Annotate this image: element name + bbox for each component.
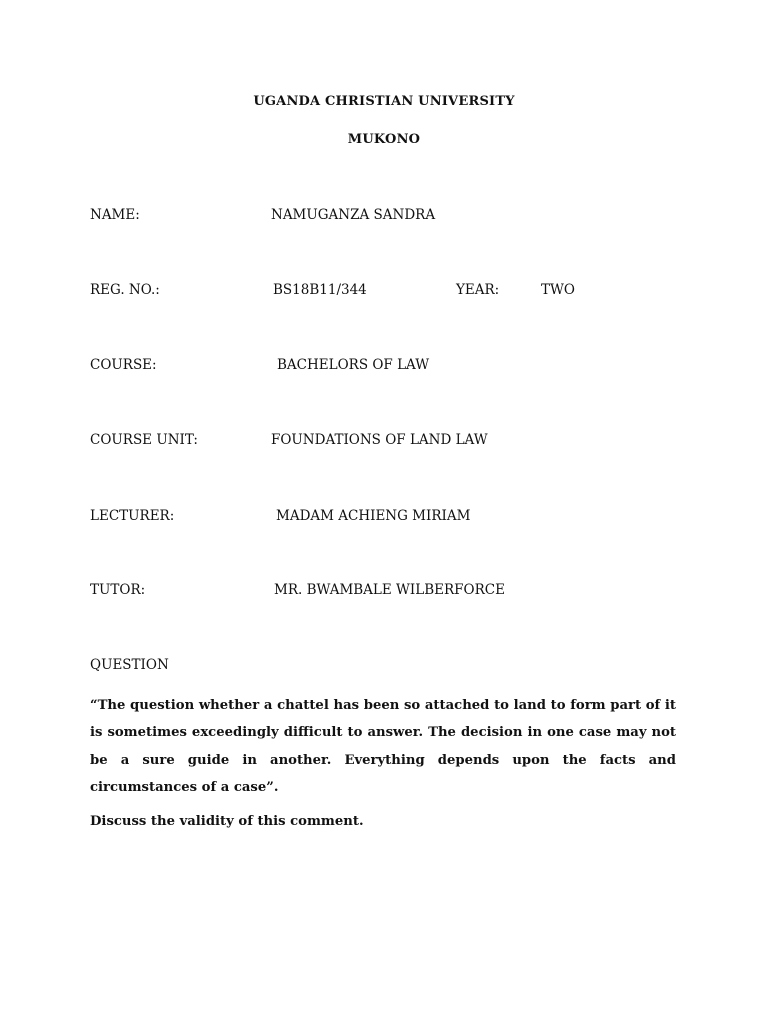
name-label: NAME: (90, 207, 140, 223)
course-row (90, 357, 690, 377)
question-instruction: Discuss the validity of this comment. (90, 814, 364, 829)
tutor-row (90, 582, 690, 602)
name-row (90, 207, 690, 227)
lecturer-value: MADAM ACHIENG MIRIAM (276, 508, 471, 524)
year-label: YEAR: (456, 282, 500, 298)
campus-title: MUKONO (347, 132, 421, 147)
tutor-value: MR. BWAMBALE WILBERFORCE (274, 582, 505, 598)
course-value: BACHELORS OF LAW (277, 357, 430, 373)
reg-no-row (90, 282, 690, 302)
course-unit-row (90, 432, 690, 452)
university-title: UGANDA CHRISTIAN UNIVERSITY (253, 94, 515, 109)
year-value: TWO (541, 282, 575, 298)
reg-no-value: BS18B11/344 (273, 282, 367, 298)
course-unit-label: COURSE UNIT: (90, 432, 198, 448)
question-label: QUESTION (90, 657, 169, 673)
question-text: “The question whether a chattel has been so attached to land to form part of it is sometimes exceedingly difficult to answer. The decision in one case may not be a sure guide in another. Everything depends upon the facts and circumstances of a case”. (90, 698, 676, 795)
name-value: NAMUGANZA SANDRA (271, 207, 436, 223)
lecturer-row (90, 508, 690, 528)
lecturer-label: LECTURER: (90, 508, 175, 524)
reg-no-label: REG. NO.: (90, 282, 160, 298)
course-unit-value: FOUNDATIONS OF LAND LAW (271, 432, 488, 448)
course-label: COURSE: (90, 357, 157, 373)
tutor-label: TUTOR: (90, 582, 146, 598)
